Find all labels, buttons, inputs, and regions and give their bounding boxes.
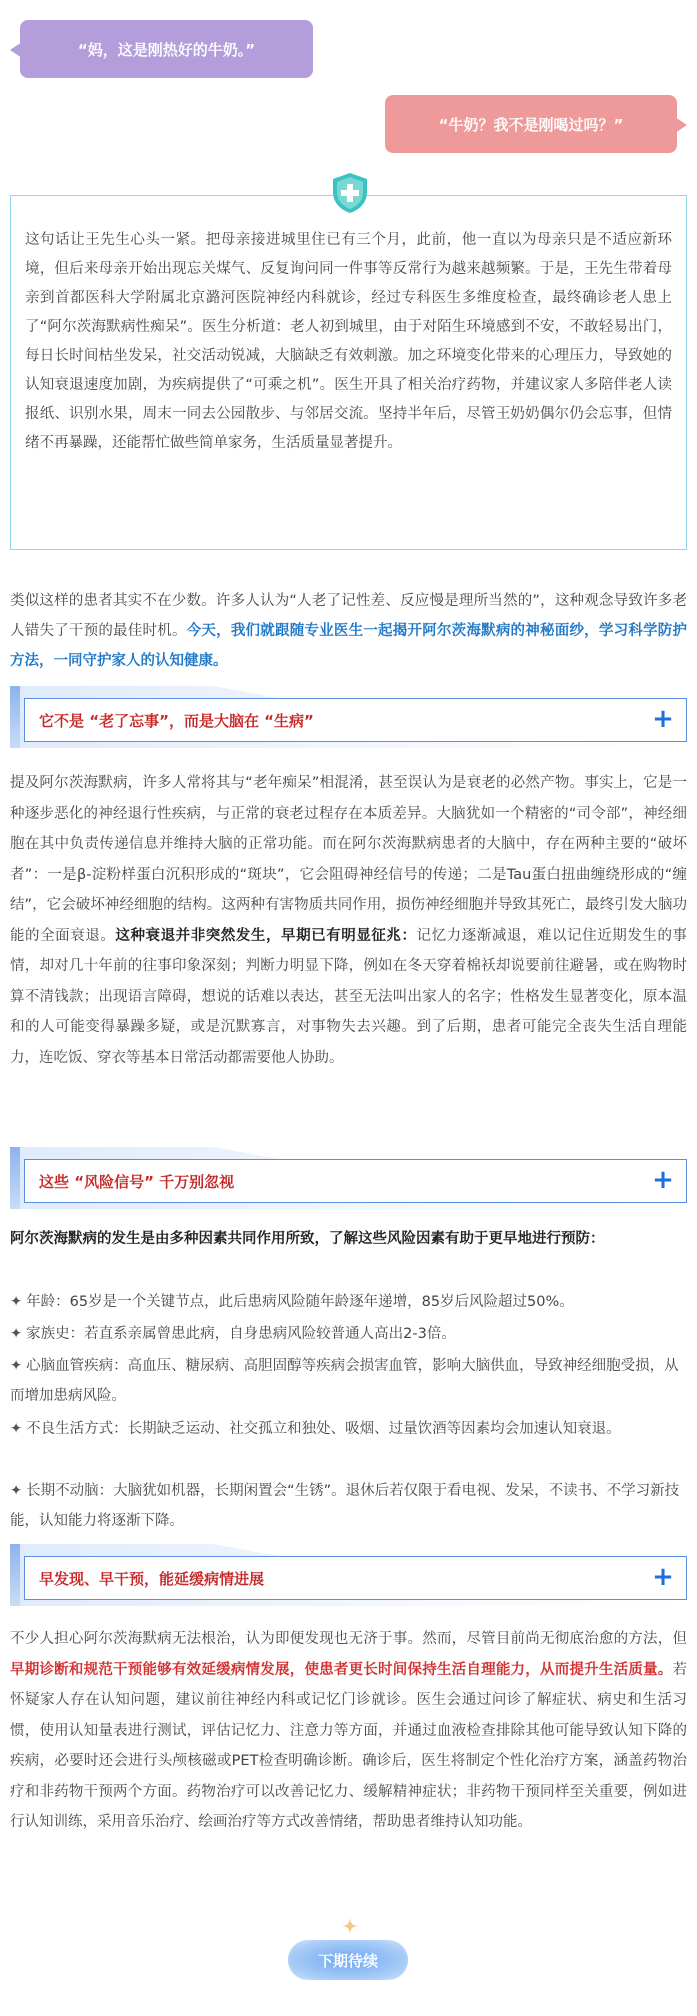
section-header-2	[10, 1147, 687, 1209]
section-header-box[interactable]	[24, 1159, 687, 1203]
list-item	[10, 1287, 687, 1317]
section-header-3	[10, 1544, 687, 1606]
section-header-accent	[10, 686, 20, 748]
section-title: 早发现、早干预，能延缓病情进展	[39, 1569, 265, 1588]
section-1-text-b: 记忆力逐渐减退，难以记住近期发生的事情，却对几十年前的往事印象深刻；判断力明显下降，例如在冬天穿着棉袄却说要前往避暑，或在购物时算不清钱款；出现语言障碍，想说的话难以表达，甚至无法叫出家人的名字；性格发生显著变化，原本温和的人可能变得暴躁多疑，或是沉默寡言，对事物失去兴趣。到了后期，患者可能完全丧失生活自理能力，连吃饭、穿衣等基本日常活动都需要他人协助。	[10, 927, 688, 1066]
plus-icon[interactable]: +	[652, 1562, 674, 1592]
section-2-lead: 阿尔茨海默病的发生是由多种因素共同作用所致，了解这些风险因素有助于更早地进行预防：	[10, 1231, 605, 1247]
section-title: 它不是 “老了忘事”，而是大脑在 “生病”	[39, 711, 314, 730]
list-item-text: 年龄：65岁是一个关键节点，此后患病风险随年龄逐年递增，85岁后风险超过50%。	[26, 1294, 574, 1310]
sparkle-icon: ✦	[10, 1483, 23, 1499]
sparkle-icon: ✦	[10, 1294, 23, 1310]
section-header-accent	[10, 1147, 20, 1209]
plus-icon[interactable]: +	[652, 1165, 674, 1195]
section-header-box[interactable]	[24, 1556, 687, 1600]
section-header-accent	[10, 1544, 20, 1606]
story-box	[10, 195, 687, 550]
section-header-1	[10, 686, 687, 748]
next-issue-label: 下期待续	[317, 1951, 378, 1970]
section-1-text-a: 提及阿尔茨海默病，许多人常将其与“老年痴呆”相混淆，甚至误认为是衰老的必然产物。事实上，它是一种逐步恶化的神经退行性疾病，与正常的衰老过程存在本质差异。大脑犹如一个精密的“司令部”，神经细胞在其中负责传递信息并维持大脑的正常功能。而在阿尔茨海默病患者的大脑中，存在两种主要的“破坏者”：一是β-淀粉样蛋白沉积形成的“斑块”，它会阻碍神经信号的传递；二是Tau蛋白扭曲缠绕形成的“缠结”，它会破坏神经细胞的结构。这两种有害物质共同作用，损伤神经细胞并导致其死亡，最终引发大脑功能的全面衰退。	[10, 775, 687, 944]
intro-plain-text: 类似这样的患者其实不在少数。许多人认为“人老了记性差、反应慢是理所当然的”，这种观念导致许多老人错失了干预的最佳时机。	[10, 593, 687, 639]
section-1-bold-text: 这种衰退并非突然发生，早期已有明显征兆：	[115, 927, 417, 944]
chat-bubble-mother-text: “牛奶？我不是刚喝过吗？”	[438, 115, 624, 134]
section-header-box[interactable]	[24, 698, 687, 742]
chat-bubble-son	[20, 20, 313, 78]
plus-icon[interactable]: +	[652, 704, 674, 734]
section-3-body	[10, 1624, 687, 1838]
section-3-text-a: 不少人担心阿尔茨海默病无法根治，认为即便发现也无济于事。然而，尽管目前尚无彻底治愈的方法，但	[10, 1631, 687, 1647]
list-item-text: 长期不动脑：大脑犹如机器，长期闲置会“生锈”。退休后若仅限于看电视、发呆，不读书、不学习新技能，认知能力将逐渐下降。	[10, 1483, 680, 1529]
section-3-highlight-text: 早期诊断和规范干预能够有效延缓病情发展，使患者更长时间保持生活自理能力，从而提升生活质量。	[10, 1661, 673, 1678]
chat-bubble-mother	[385, 95, 677, 153]
list-item	[10, 1476, 687, 1536]
list-item	[10, 1319, 687, 1349]
story-text: 这句话让王先生心头一紧。把母亲接进城里住已有三个月，此前，他一直以为母亲只是不适应新环境，但后来母亲开始出现忘关煤气、反复询问同一件事等反常行为越来越频繁。于是，王先生带着母亲到首都医科大学附属北京潞河医院神经内科就诊，经过专科医生多维度检查，最终确诊老人患上了“阿尔茨海默病性痴呆”。医生分析道：老人初到城里，由于对陌生环境感到不安，不敢轻易出门，每日长时间枯坐发呆，社交活动锐减，大脑缺乏有效刺激。加之环境变化带来的心理压力，导致她的认知衰退速度加剧，为疾病提供了“可乘之机”。医生开具了相关治疗药物，并建议家人多陪伴老人读报纸、识别水果，周末一同去公园散步、与邻居交流。坚持半年后，尽管王奶奶偶尔仍会忘事，但情绪不再暴躁，还能帮忙做些简单家务，生活质量显著提升。	[25, 232, 672, 451]
sparkle-icon	[342, 1918, 358, 1934]
list-item-text: 家族史：若直系亲属曾患此病，自身患病风险较普通人高出2-3倍。	[26, 1326, 456, 1342]
section-3-text-b: 若怀疑家人存在认知问题，建议前往神经内科或记忆门诊就诊。医生会通过问诊了解症状、病史和生活习惯，使用认知量表进行测试，评估记忆力、注意力等方面，并通过血液检查排除其他可能导致认知下降的疾病，必要时还会进行头颅核磁或PET检查明确诊断。确诊后，医生将制定个性化治疗方案，涵盖药物治疗和非药物干预两个方面。药物治疗可以改善记忆力、缓解精神症状；非药物干预同样至关重要，例如进行认知训练，采用音乐治疗、绘画治疗等方式改善情绪，帮助患者维持认知功能。	[10, 1661, 687, 1830]
list-item	[10, 1351, 687, 1411]
sparkle-icon: ✦	[10, 1421, 23, 1437]
shield-plus-icon	[331, 172, 369, 214]
sparkle-icon: ✦	[10, 1326, 23, 1342]
list-item-text: 不良生活方式：长期缺乏运动、社交孤立和独处、吸烟、过量饮酒等因素均会加速认知衰退。	[26, 1421, 621, 1437]
next-issue-button[interactable]	[288, 1940, 408, 1980]
list-item-text: 心脑血管疾病：高血压、糖尿病、高胆固醇等疾病会损害血管，影响大脑供血，导致神经细胞受损，从而增加患病风险。	[10, 1358, 679, 1404]
intro-paragraph	[10, 586, 687, 676]
section-1-body	[10, 768, 687, 1073]
chat-bubble-son-text: “妈，这是刚热好的牛奶。”	[77, 40, 256, 59]
sparkle-icon: ✦	[10, 1358, 23, 1374]
intro-highlight-text: 今天，我们就跟随专业医生一起揭开阿尔茨海默病的神秘面纱，学习科学防护方法，一同守护家人的认知健康。	[10, 623, 688, 669]
list-item	[10, 1414, 687, 1444]
section-title: 这些 “风险信号” 千万别忽视	[39, 1172, 235, 1191]
